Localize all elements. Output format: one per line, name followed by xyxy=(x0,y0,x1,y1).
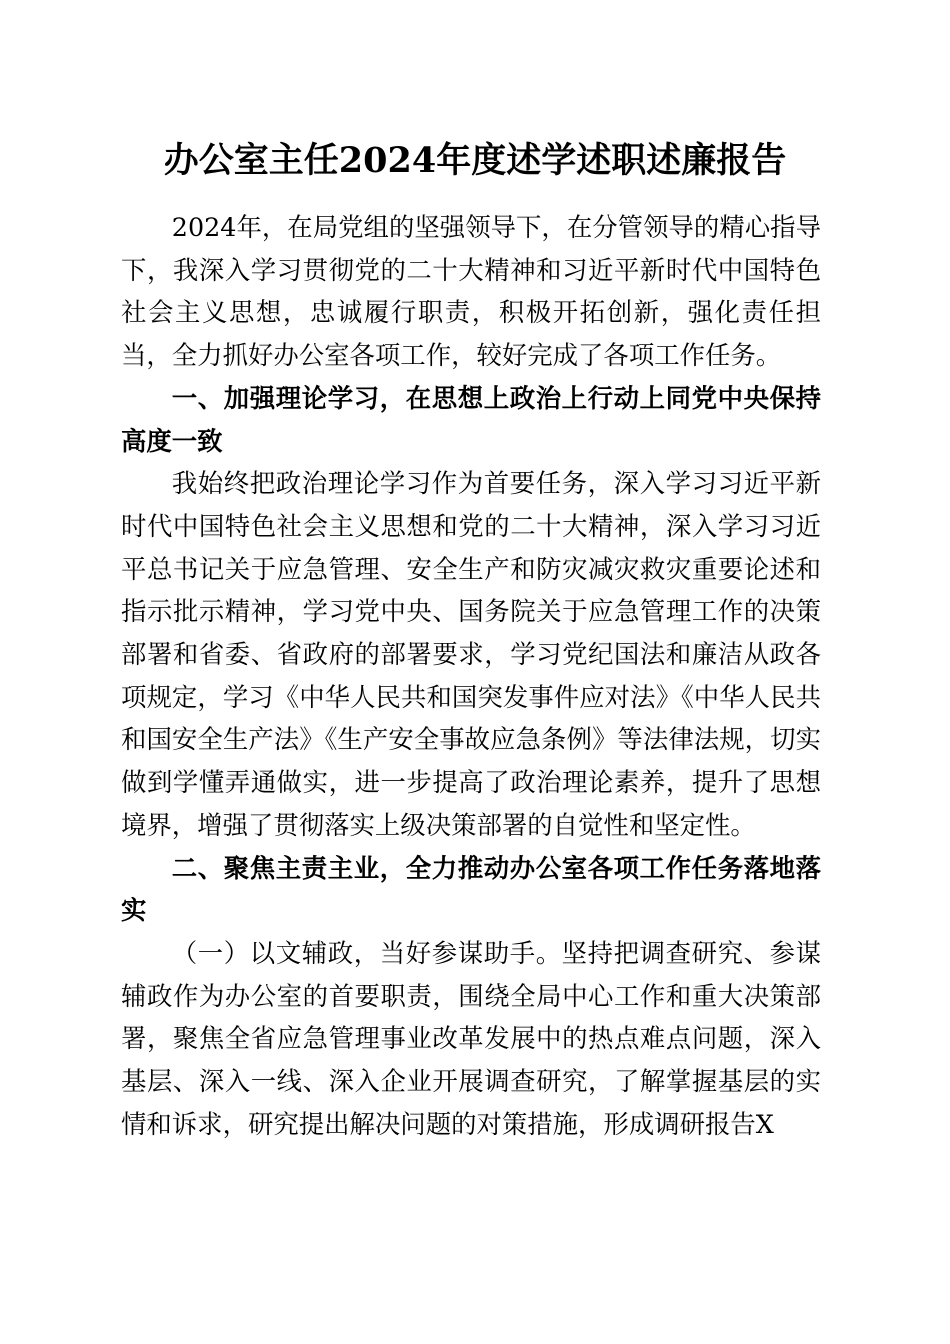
section-2-subsection-1-paragraph: （一）以文辅政，当好参谋助手。坚持把调查研究、参谋辅政作为办公室的首要职责，围绕全局中心工作和重大决策部署，聚焦全省应急管理事业改革发展中的热点难点问题，深入基层、深入一线、深入企业开展调查研究，了解掌握基层的实情和诉求，研究提出解决问题的对策措施，形成调研报告X xyxy=(121,937,821,1139)
intro-paragraph: 2024年，在局党组的坚强领导下，在分管领导的精心指导下，我深入学习贯彻党的二十大精神和习近平新时代中国特色社会主义思想，忠诚履行职责，积极开拓创新，强化责任担当，全力抓好办公室各项工作，较好完成了各项工作任务。 xyxy=(121,212,821,371)
section-1-paragraph: 我始终把政治理论学习作为首要任务，深入学习习近平新时代中国特色社会主义思想和党的二十大精神，深入学习习近平总书记关于应急管理、安全生产和防灾减灾救灾重要论述和指示批示精神，学习党中央、国务院关于应急管理工作的决策部署和省委、省政府的部署要求，学习党纪国法和廉洁从政各项规定，学习《中华人民共和国突发事件应对法》《中华人民共和国安全生产法》《生产安全事故应急条例》等法律法规，切实做到学懂弄通做实，进一步提高了政治理论素养，提升了思想境界，增强了贯彻落实上级决策部署的自觉性和坚定性。 xyxy=(121,468,821,840)
section-1-heading: 一、加强理论学习，在思想上政治上行动上同党中央保持高度一致 xyxy=(121,382,821,456)
document-body xyxy=(121,206,821,1145)
section-2-heading: 二、聚焦主责主业，全力推动办公室各项工作任务落地落实 xyxy=(121,852,821,926)
document-title: 办公室主任2024年度述学述职述廉报告 xyxy=(163,140,787,181)
